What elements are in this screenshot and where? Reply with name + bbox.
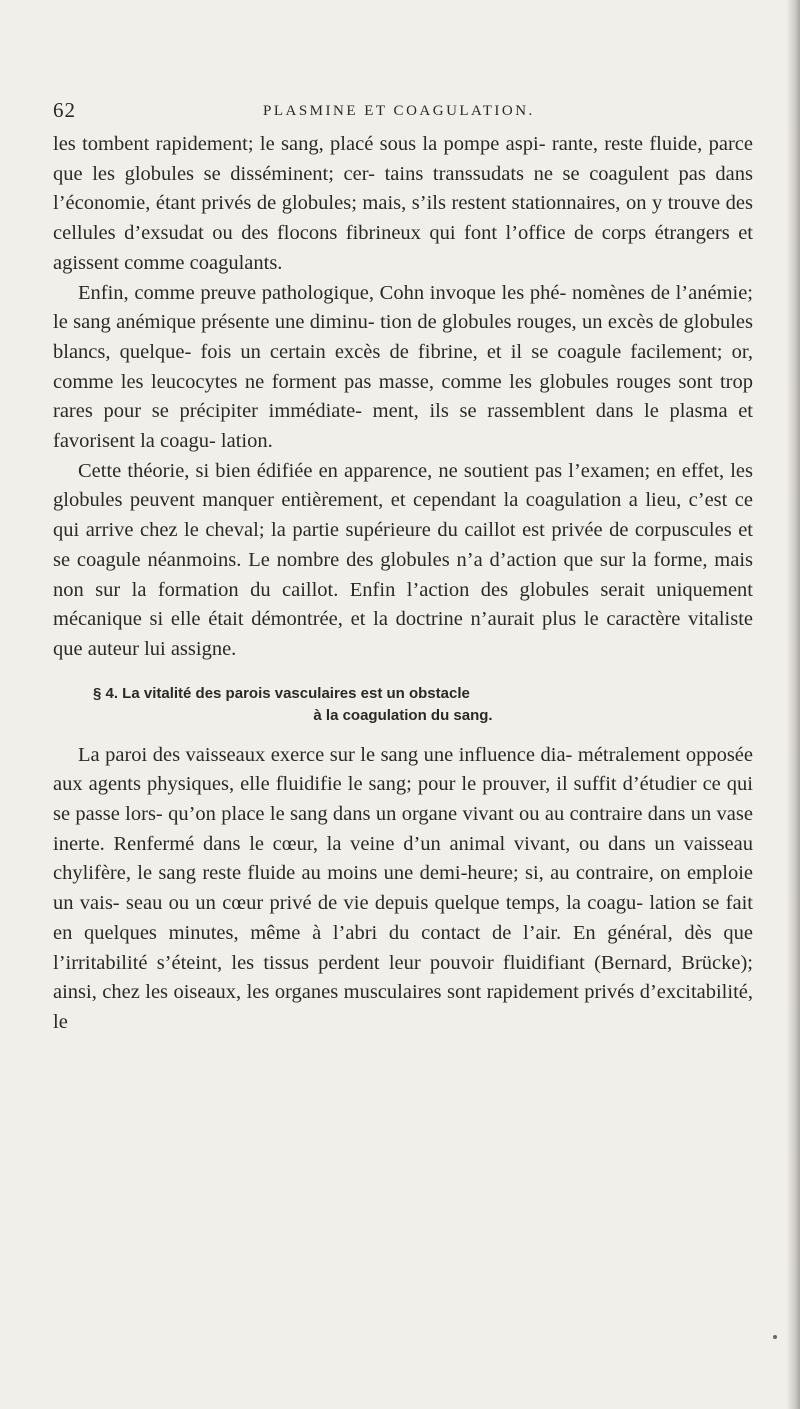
running-title: PLASMINE ET COAGULATION. [263, 103, 535, 119]
paragraph-1: les tombent rapidement; le sang, placé sous la pompe aspi- rante, reste fluide, parce que les globules se disséminent; cer- tains transsudats ne se coagulent pas dans l’économie, étant privés de globules; mais, s’ils restent stationnaires, on y trouve des cellules d’exsudat ou des flocons fibrineux qui font l’office de corps étrangers et agissent comme coagulants. [53, 133, 753, 274]
page-number: 62 [53, 98, 76, 122]
section-heading [53, 683, 753, 727]
section-heading-line-2: à la coagulation du sang. [313, 706, 493, 724]
paragraph-2: Enfin, comme preuve pathologique, Cohn invoque les phé- nomènes de l’anémie; le sang anémique présente une diminu- tion de globules rouges, un excès de globules blancs, quelque- fois un certain excès de fibrine, et il se coagule facilement; or, comme les leucocytes ne forment pas masse, comme les globules rouges sont trop rares pour se précipiter immédiate- ment, ils se rassemblent dans le plasma et favorisent la coagu- lation. [53, 281, 753, 453]
paragraph-4: La paroi des vaisseaux exerce sur le sang une influence dia- métralement opposée aux agents physiques, elle fluidifie le sang; pour le prouver, il suffit d’étudier ce qui se passe lors- qu’on place le sang dans un organe vivant ou au contraire dans un vase inerte. Renfermé dans le cœur, la veine d’un animal vivant, ou dans un vaisseau chylifère, le sang reste fluide au moins une demi-heure; si, au contraire, on emploie un vais- seau ou un cœur privé de vie depuis quelque temps, la coagu- lation se fait en quelques minutes, même à l’abri du contact de l’air. En général, dès que l’irritabilité s’éteint, les tissus perdent leur pouvoir fluidifiant (Bernard, Brücke); ainsi, chez les oiseaux, les organes musculaires sont rapidement privés d’excitabilité, le [53, 743, 753, 1033]
section-heading-line-1: § 4. La vitalité des parois vasculaires est un obstacle [93, 684, 470, 702]
ink-speck [773, 1335, 777, 1339]
page-header [53, 98, 748, 128]
paragraph-3: Cette théorie, si bien édifiée en apparence, ne soutient pas l’examen; en effet, les globules peuvent manquer entièrement, et cependant la coagulation a lieu, c’est ce qui arrive chez le cheval; la partie supérieure du caillot est privée de corpuscules et se coagule néanmoins. Le nombre des globules n’a d’action que sur la forme, mais non sur la formation du caillot. Enfin l’action des globules serait uniquement mécanique si elle était démontrée, et la doctrine n’aurait plus le caractère vitaliste que auteur lui assigne. [53, 459, 753, 660]
page-edge-shadow [786, 0, 800, 1409]
body-text [53, 130, 753, 1038]
